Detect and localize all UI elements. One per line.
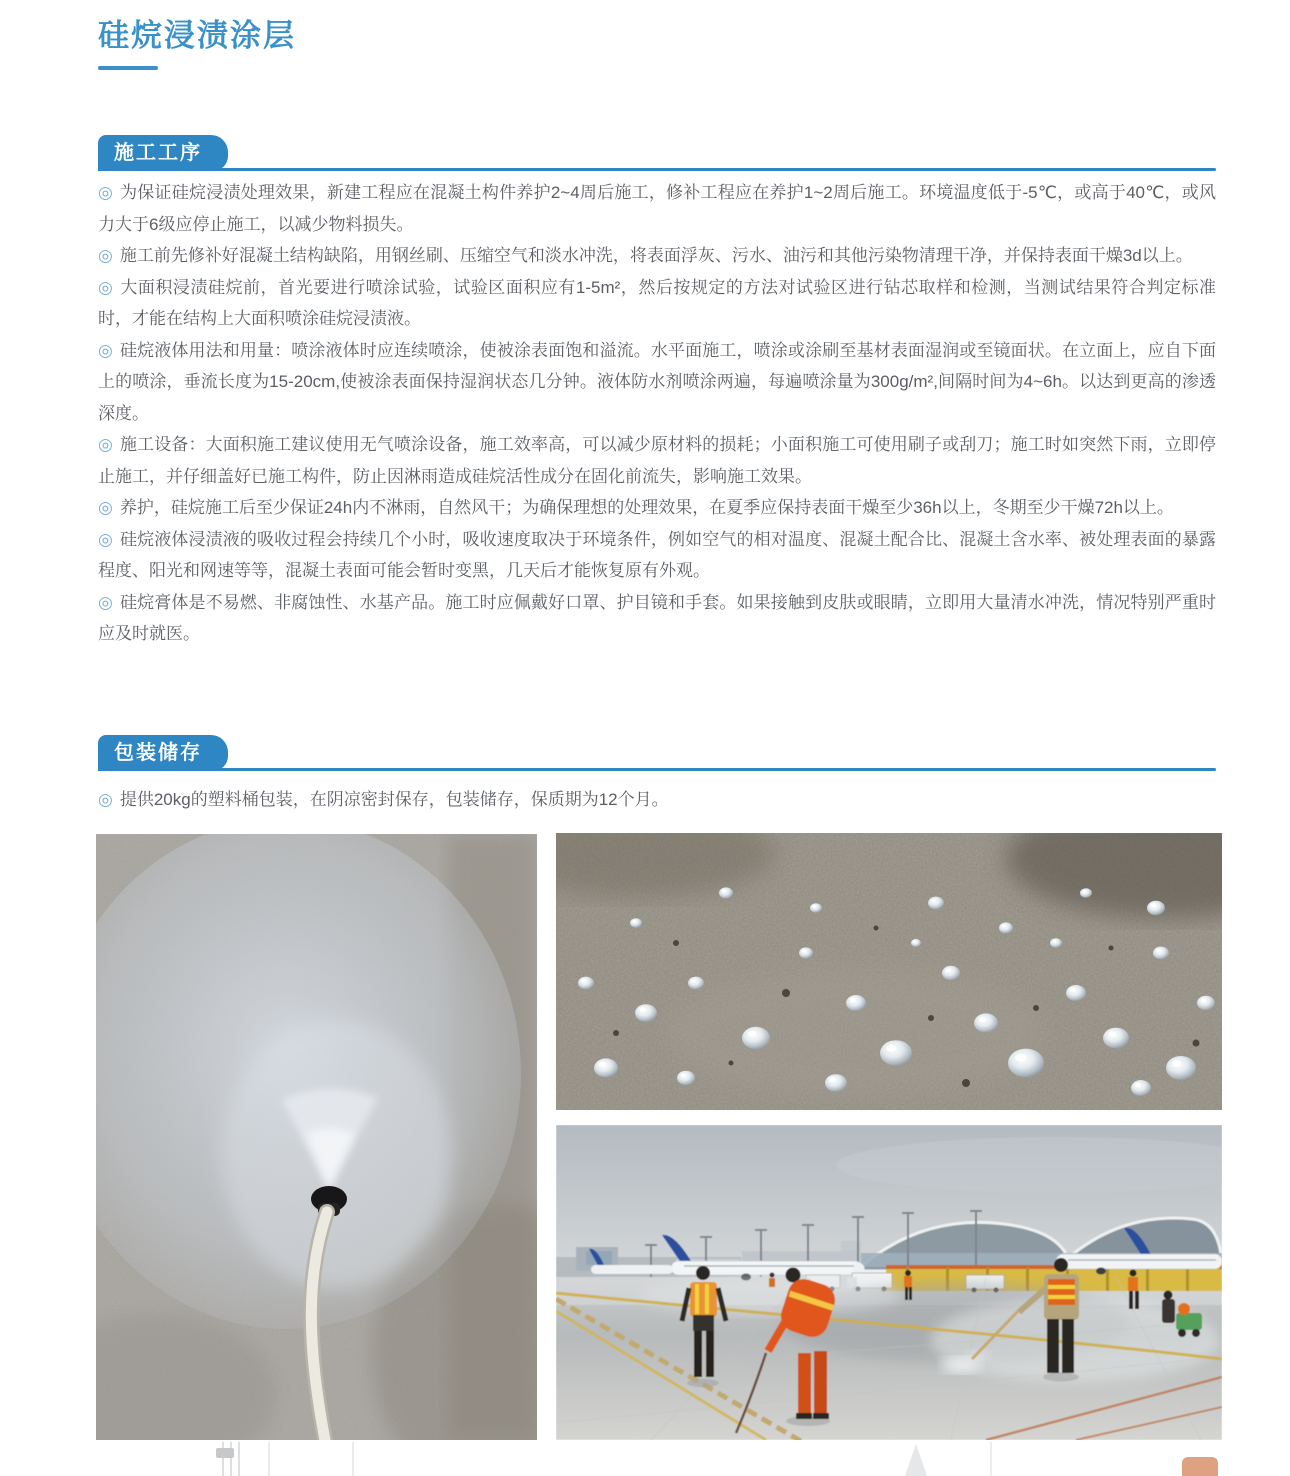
- bullet-icon: ◎: [98, 435, 113, 454]
- bullet-text: 硅烷膏体是不易燃、非腐蚀性、水基产品。施工时应佩戴好口罩、护目镜和手套。如果接触到皮肤或眼睛，立即用大量清水冲洗，情况特别严重时应及时就医。: [98, 592, 1216, 643]
- bullet-text: 大面积浸渍硅烷前，首光要进行喷涂试验，试验区面积应有1-5m²，然后按规定的方法对试验区进行钻芯取样和检测，当测试结果符合判定标准时，才能在结构上大面积喷涂硅烷浸渍液。: [98, 277, 1216, 328]
- packaging-storage-text: [98, 784, 1216, 816]
- section-heading-badge: 包装储存: [98, 735, 228, 771]
- section-header-construction: [98, 133, 1216, 171]
- section-rule: [98, 168, 1216, 171]
- section-rule: [98, 768, 1216, 771]
- bullet-item: [98, 335, 1216, 430]
- construction-process-text: [98, 177, 1216, 650]
- bullet-text: 养护，硅烷施工后至少保证24h内不淋雨，自然风干；为确保理想的处理效果，在夏季应保持表面干燥至少36h以上，冬期至少干燥72h以上。: [119, 498, 1174, 517]
- bullet-icon: ◎: [98, 790, 113, 809]
- section-heading-badge: 施工工序: [98, 135, 228, 171]
- bullet-text: 施工前先修补好混凝土结构缺陷，用钢丝刷、压缩空气和淡水冲洗，将表面浮灰、污水、油污和其他污染物清理干净，并保持表面干燥3d以上。: [119, 246, 1193, 265]
- bullet-text: 施工设备：大面积施工建议使用无气喷涂设备，施工效率高，可以减少原材料的损耗；小面积施工可使用刷子或刮刀；施工时如突然下雨，立即停止施工，并仔细盖好已施工构件，防止因淋雨造成硅烷活性成分在固化前流失，影响施工效果。: [98, 435, 1216, 486]
- bullet-item: [98, 429, 1216, 492]
- bullet-icon: ◎: [98, 592, 113, 612]
- bullet-icon: ◎: [98, 529, 113, 549]
- bullet-icon: ◎: [98, 277, 114, 297]
- bullet-item: [98, 784, 1216, 816]
- bullet-icon: ◎: [98, 498, 113, 517]
- bullet-item: [98, 272, 1216, 335]
- bullet-text: 硅烷液体用法和用量：喷涂液体时应连续喷涂，使被涂表面饱和溢流。水平面施工，喷涂或涂刷至基材表面湿润或至镜面状。在立面上，应自下面上的喷涂，垂流长度为15-20cm,使被涂表面保持湿润状态几分钟。液体防水剂喷涂两遍，每遍喷涂量为300g/m²,间隔时间为4~6h。以达到更高的渗透深度。: [98, 340, 1216, 423]
- photo-water-beading-concrete: [556, 833, 1222, 1110]
- bullet-text: 硅烷液体浸渍液的吸收过程会持续几个小时，吸收速度取决于环境条件，例如空气的相对温度、混凝土配合比、混凝土含水率、被处理表面的暴露程度、阳光和网速等等，混凝土表面可能会暂时变黑，几天后才能恢复原有外观。: [98, 529, 1216, 580]
- bullet-text: 提供20kg的塑料桶包装，在阴凉密封保存，包装储存，保质期为12个月。: [119, 790, 669, 809]
- photo-airport-apron-application: [556, 1125, 1222, 1440]
- bullet-icon: ◎: [98, 246, 113, 265]
- title-underline: [98, 66, 158, 70]
- page-title: 硅烷浸渍涂层: [98, 18, 296, 53]
- section-header-packaging: [98, 733, 1216, 771]
- bullet-text: 为保证硅烷浸渍处理效果，新建工程应在混凝土构件养护2~4周后施工，修补工程应在养护1~2周后施工。环境温度低于-5℃，或高于40℃，或风力大于6级应停止施工，以减少物料损失。: [98, 183, 1216, 234]
- bullet-icon: ◎: [98, 340, 113, 360]
- bullet-item: [98, 524, 1216, 587]
- bullet-item: [98, 587, 1216, 650]
- photo-silane-spray-wall: [96, 834, 537, 1440]
- bullet-item: [98, 240, 1216, 272]
- bullet-icon: ◎: [98, 183, 114, 202]
- bullet-item: [98, 177, 1216, 240]
- bullet-item: [98, 492, 1216, 524]
